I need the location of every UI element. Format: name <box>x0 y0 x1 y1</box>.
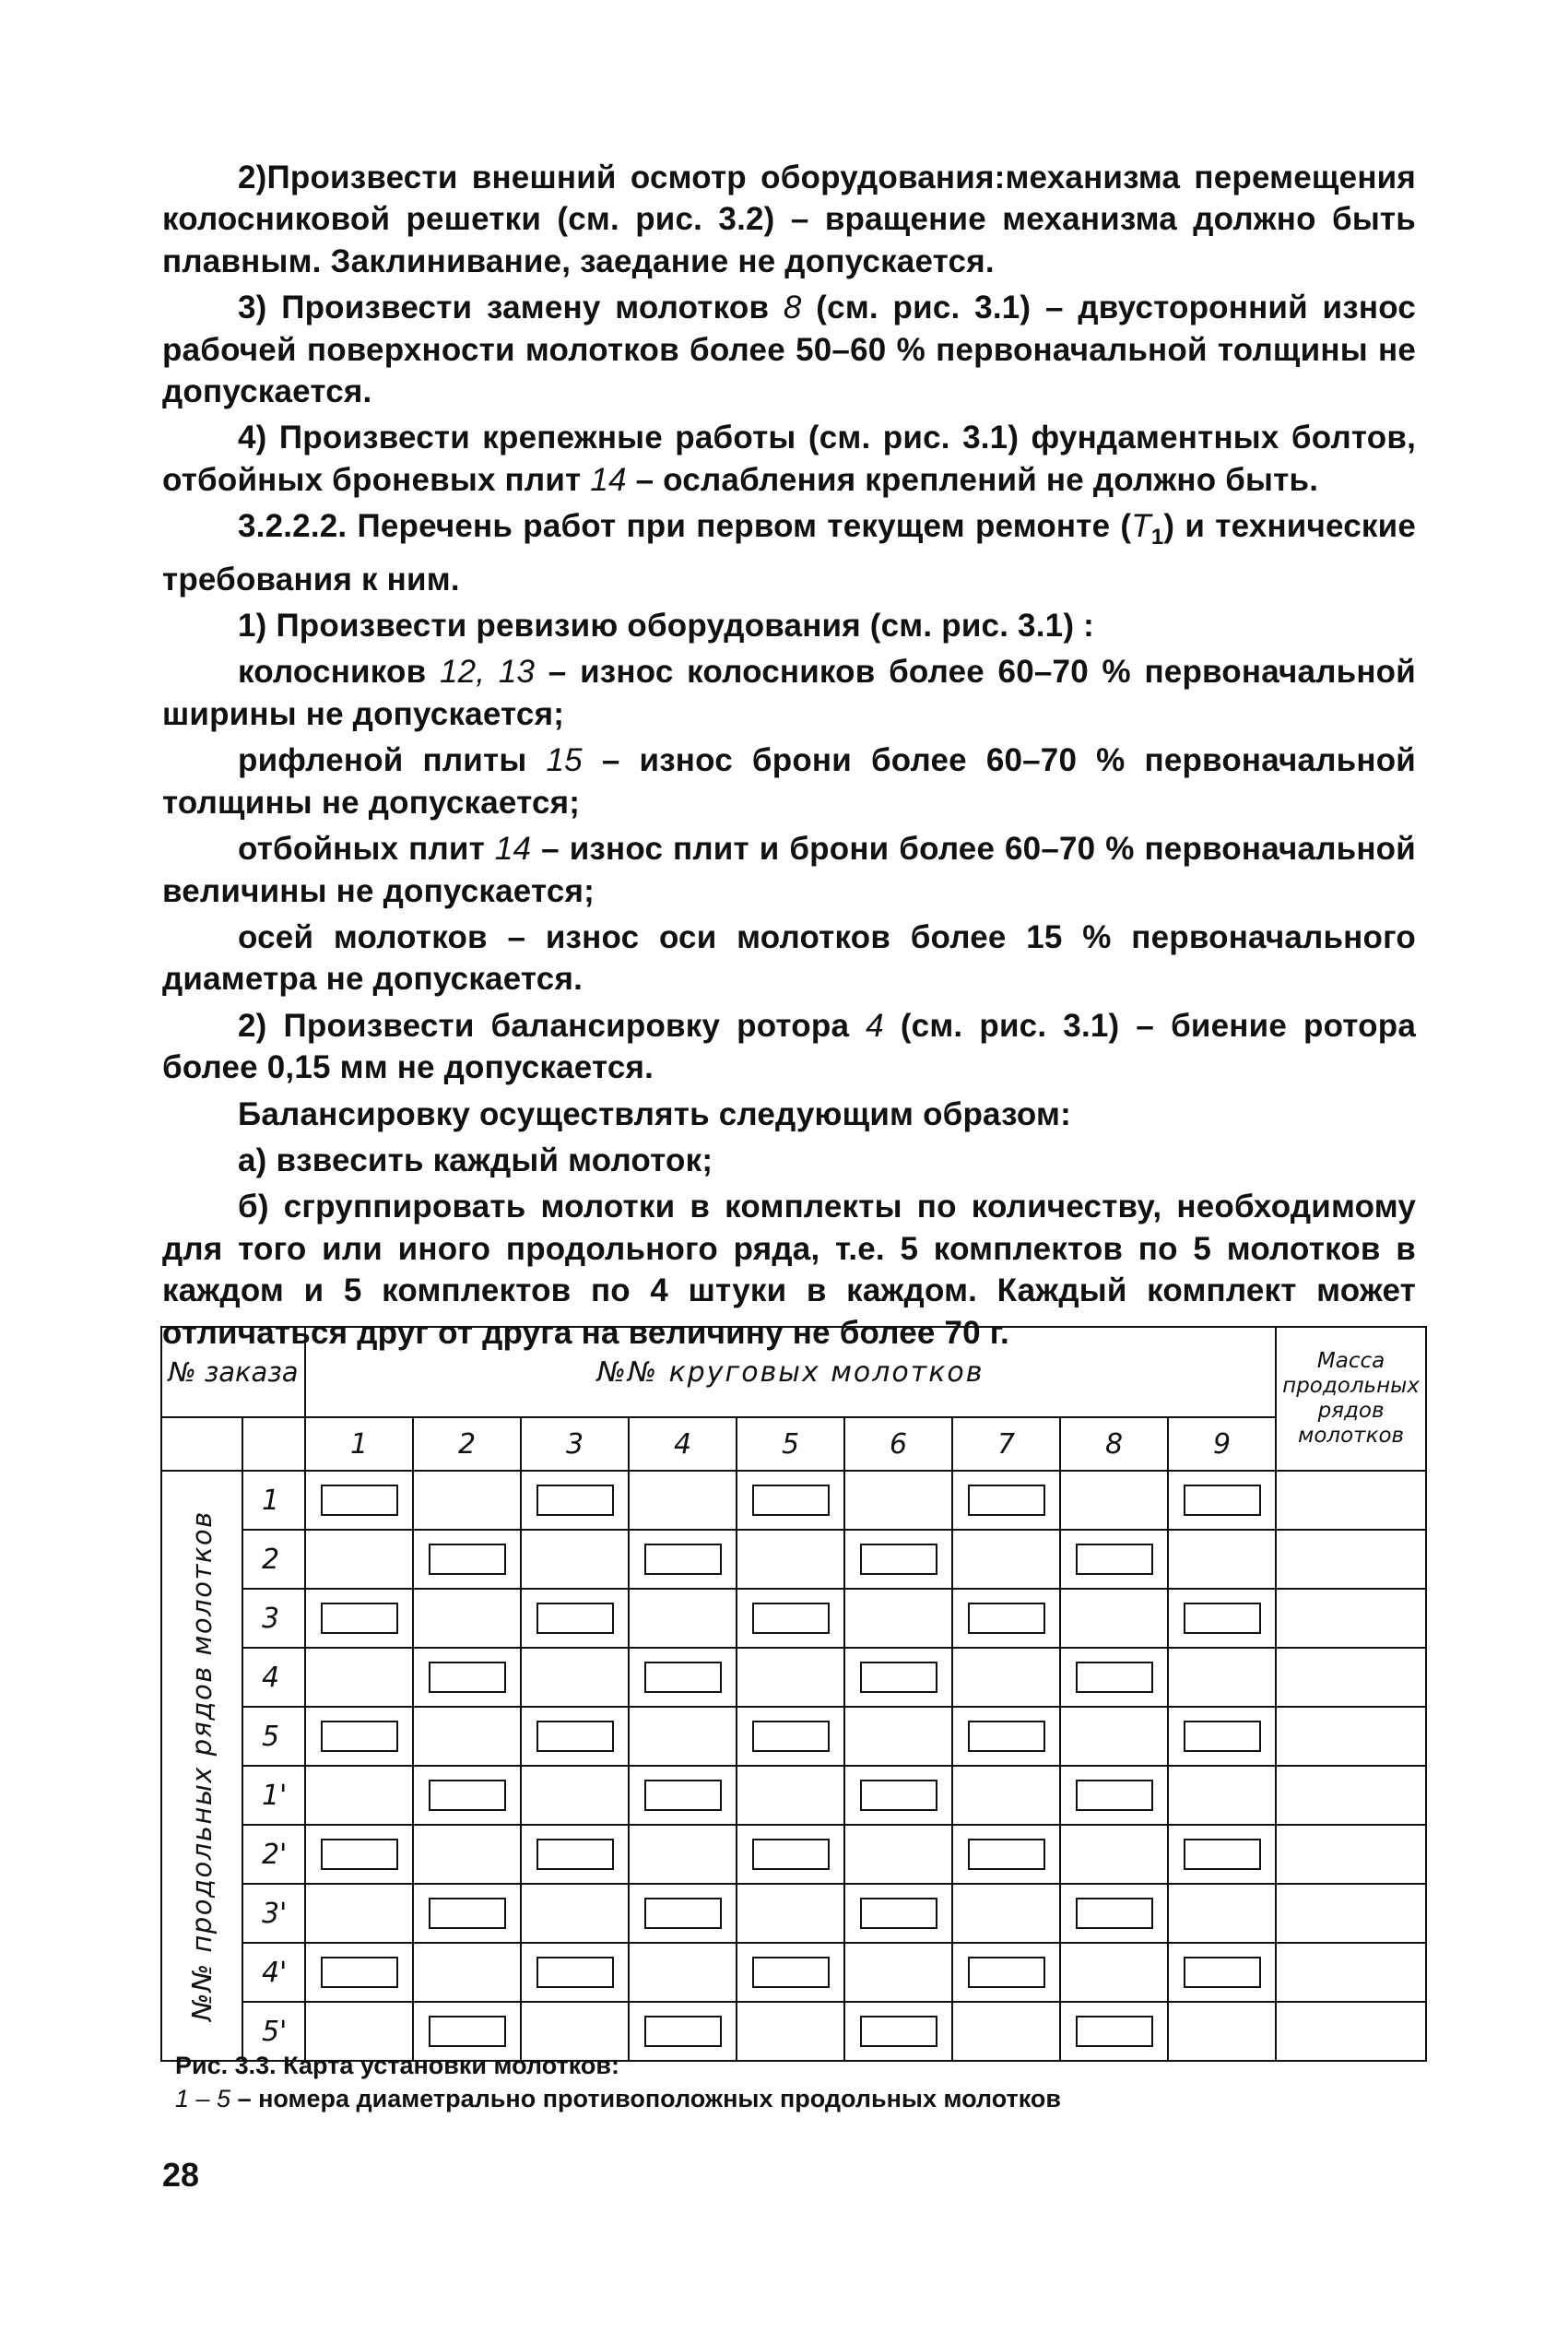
caption-title: Рис. 3.3. Карта установки молотков: <box>175 2052 619 2079</box>
hammer-slot <box>1076 1780 1153 1811</box>
grid-cell <box>1168 1589 1276 1648</box>
column-number: 8 <box>1060 1417 1168 1471</box>
hammer-slot <box>429 1544 506 1575</box>
grid-cell <box>952 1589 1060 1648</box>
grid-cell <box>305 1825 413 1884</box>
paragraph: осей молотков – износ оси молотков более 15 % первоначального диаметра не допускается. <box>162 918 1416 998</box>
hammer-slot <box>752 1485 830 1516</box>
grid-cell <box>1060 1766 1168 1825</box>
paragraph: 3) Произвести замену молотков 8 (см. рис. 3.1) – двусторонний износ рабочей поверхности молотков более 50–60 % первоначальной толщины не допускается. <box>162 290 1416 410</box>
grid-cell <box>1060 1589 1168 1648</box>
row-number: 3' <box>242 1884 305 1943</box>
row-number: 2 <box>242 1530 305 1589</box>
grid-cell <box>1060 1648 1168 1707</box>
grid-cell <box>629 1530 737 1589</box>
grid-cell <box>737 1766 844 1825</box>
grid-cell <box>737 1471 844 1530</box>
hammer-slot <box>968 1485 1045 1516</box>
hammer-slot <box>860 1544 937 1575</box>
row-number: 1' <box>242 1766 305 1825</box>
grid-cell <box>844 1471 952 1530</box>
hammer-slot <box>429 1662 506 1693</box>
grid-cell <box>1168 1648 1276 1707</box>
grid-cell <box>305 1471 413 1530</box>
row-number: 1 <box>242 1471 305 1530</box>
hammer-slot <box>1076 2016 1153 2047</box>
column-number: 4 <box>629 1417 737 1471</box>
hammer-slot <box>536 1721 614 1752</box>
ref-number: 8 <box>783 290 802 326</box>
hammer-slot <box>1184 1485 1261 1516</box>
mass-cell <box>1276 1471 1426 1530</box>
hammer-slot <box>321 1721 398 1752</box>
grid-cell <box>521 1943 629 2002</box>
grid-cell <box>413 1648 521 1707</box>
table-row <box>161 1471 1426 1530</box>
hammer-slot <box>860 2016 937 2047</box>
hammer-slot <box>860 1898 937 1929</box>
hammer-slot <box>1184 1603 1261 1634</box>
paragraph: отбойных плит 14 – износ плит и брони более 60–70 % первоначальной величины не допускается; <box>162 831 1416 909</box>
grid-cell <box>305 1530 413 1589</box>
hammer-slot <box>429 2016 506 2047</box>
grid-cell <box>952 1707 1060 1766</box>
grid-cell <box>1168 1707 1276 1766</box>
grid-cell <box>1168 1884 1276 1943</box>
paragraph: Балансировку осуществлять следующим образом: <box>238 1095 1071 1132</box>
mass-cell <box>1276 1530 1426 1589</box>
hammer-slot <box>752 1839 830 1870</box>
grid-cell <box>952 1766 1060 1825</box>
hammer-slot <box>644 2016 722 2047</box>
hammer-slot <box>536 1603 614 1634</box>
row-axis-label: №№ продольных рядов молотков <box>186 1510 218 2021</box>
grid-cell <box>521 1648 629 1707</box>
ref-number: 4 <box>866 1007 884 1044</box>
row-number: 2' <box>242 1825 305 1884</box>
hammer-slot <box>752 1603 830 1634</box>
grid-cell <box>1060 1825 1168 1884</box>
grid-cell <box>844 1766 952 1825</box>
hammer-slot <box>321 1603 398 1634</box>
grid-cell <box>629 1589 737 1648</box>
grid-cell <box>305 1707 413 1766</box>
grid-cell <box>305 1884 413 1943</box>
table-row <box>161 1707 1426 1766</box>
grid-cell <box>844 1943 952 2002</box>
grid-cell <box>305 1943 413 2002</box>
grid-cell <box>1060 1943 1168 2002</box>
blank-header-cell <box>242 1417 305 1471</box>
grid-cell <box>413 1884 521 1943</box>
ref-number: 12, 13 <box>439 654 536 691</box>
grid-cell <box>952 1471 1060 1530</box>
grid-cell <box>737 1943 844 2002</box>
table-row <box>161 1884 1426 1943</box>
hammer-slot <box>321 1957 398 1988</box>
hammer-slot <box>752 1721 830 1752</box>
grid-cell <box>737 1530 844 1589</box>
grid-cell <box>1168 1766 1276 1825</box>
grid-cell <box>952 1884 1060 1943</box>
grid-cell <box>737 1589 844 1648</box>
table-row <box>161 1766 1426 1825</box>
column-number: 5 <box>737 1417 844 1471</box>
hammer-slot <box>536 1485 614 1516</box>
hammer-slot <box>1184 1839 1261 1870</box>
column-number: 1 <box>305 1417 413 1471</box>
grid-cell <box>1168 1530 1276 1589</box>
table-row <box>161 1943 1426 2002</box>
grid-cell <box>413 1530 521 1589</box>
grid-cell <box>952 1648 1060 1707</box>
grid-cell <box>413 1766 521 1825</box>
caption-range: 1 – 5 <box>175 2085 231 2112</box>
hammer-slot <box>1076 1898 1153 1929</box>
hammer-slot <box>968 1603 1045 1634</box>
grid-cell <box>413 1825 521 1884</box>
grid-cell <box>1060 1884 1168 1943</box>
hammer-slot <box>1076 1544 1153 1575</box>
mass-cell <box>1276 1648 1426 1707</box>
circular-hammers-header: №№ круговых молотков <box>305 1327 1276 1417</box>
hammer-slot <box>644 1662 722 1693</box>
hammer-slot <box>968 1721 1045 1752</box>
grid-cell <box>629 1707 737 1766</box>
grid-cell <box>952 1943 1060 2002</box>
hammer-slot <box>429 1780 506 1811</box>
grid-cell <box>413 1589 521 1648</box>
mass-cell <box>1276 1825 1426 1884</box>
table-row <box>161 1648 1426 1707</box>
grid-cell <box>413 1707 521 1766</box>
mass-cell <box>1276 1589 1426 1648</box>
grid-cell <box>521 1530 629 1589</box>
grid-cell <box>305 1589 413 1648</box>
row-number: 5 <box>242 1707 305 1766</box>
hammer-slot <box>536 1957 614 1988</box>
ref-number: 15 <box>546 742 583 779</box>
paragraph: 4) Произвести крепежные работы (см. рис. 3.1) фундаментных болтов, отбойных броневых плит 14 – ослабления креплений не должно быть. <box>162 420 1416 498</box>
grid-cell <box>521 1471 629 1530</box>
grid-cell <box>952 1530 1060 1589</box>
table-row <box>161 1530 1426 1589</box>
grid-cell <box>737 1648 844 1707</box>
body-text <box>162 157 1416 1358</box>
grid-cell <box>737 1825 844 1884</box>
grid-cell <box>737 1884 844 1943</box>
hammer-slot <box>1076 1662 1153 1693</box>
row-number: 4' <box>242 1943 305 2002</box>
hammer-slot <box>321 1485 398 1516</box>
column-number: 7 <box>952 1417 1060 1471</box>
paragraph: 2) Произвести балансировку ротора 4 (см. рис. 3.1) – биение ротора более 0,15 мм не допускается. <box>162 1007 1417 1086</box>
paragraph: а) взвесить каждый молоток; <box>238 1142 713 1178</box>
grid-cell <box>629 1766 737 1825</box>
hammer-map-table <box>160 1326 1427 2062</box>
hammer-slot <box>644 1780 722 1811</box>
hammer-slot <box>429 1898 506 1929</box>
grid-cell <box>629 1884 737 1943</box>
grid-cell <box>952 1825 1060 1884</box>
grid-cell <box>521 1589 629 1648</box>
paragraph: колосников 12, 13 – износ колосников более 60–70 % первоначальной ширины не допускается; <box>162 654 1416 732</box>
grid-cell <box>521 1884 629 1943</box>
hammer-slot <box>752 1957 830 1988</box>
hammer-slot <box>968 1839 1045 1870</box>
grid-cell <box>844 1530 952 1589</box>
paragraph: 2)Произвести внешний осмотр оборудования:механизма перемещения колосниковой решетки (см. рис. 3.2) – вращение механизма должно быть плавным. Заклинивание, заедание не допускается. <box>162 160 1416 279</box>
mass-cell <box>1276 1884 1426 1943</box>
grid-cell <box>1168 1471 1276 1530</box>
paragraph: 1) Произвести ревизию оборудования (см. рис. 3.1) : <box>238 608 1094 645</box>
grid-cell <box>844 1648 952 1707</box>
grid-cell <box>413 1943 521 2002</box>
grid-cell <box>629 1471 737 1530</box>
order-header: № заказа <box>161 1327 305 1417</box>
ref-number: 14 <box>494 831 532 868</box>
mass-header: Масса продольных рядов молотков <box>1276 1327 1426 1471</box>
hammer-slot <box>860 1780 937 1811</box>
mass-cell <box>1276 1943 1426 2002</box>
grid-cell <box>629 1943 737 2002</box>
grid-cell <box>844 1589 952 1648</box>
grid-cell <box>521 1766 629 1825</box>
grid-cell <box>1060 1530 1168 1589</box>
grid-cell <box>413 1471 521 1530</box>
figure-caption <box>175 2049 1373 2115</box>
blank-header-cell <box>161 1417 242 1471</box>
grid-cell <box>305 1648 413 1707</box>
grid-cell <box>844 1707 952 1766</box>
hammer-slot <box>968 1957 1045 1988</box>
grid-cell <box>1168 1943 1276 2002</box>
row-number: 5' <box>242 2002 305 2061</box>
row-number: 3 <box>242 1589 305 1648</box>
hammer-slot <box>536 1839 614 1870</box>
grid-cell <box>1060 1707 1168 1766</box>
column-number: 3 <box>521 1417 629 1471</box>
column-number: 2 <box>413 1417 521 1471</box>
grid-cell <box>844 1825 952 1884</box>
grid-cell <box>1060 1471 1168 1530</box>
page-number: 28 <box>162 2156 200 2194</box>
row-axis-cell <box>161 1471 242 2061</box>
hammer-slot <box>644 1898 722 1929</box>
hammer-map-figure <box>160 1326 1425 2061</box>
table-row <box>161 1825 1426 1884</box>
grid-cell <box>521 1825 629 1884</box>
paragraph: б) сгруппировать молотки в комплекты по количеству, необходимому для того или иного продольного ряда, т.е. 5 комплектов по 5 молотков в каждом и 5 комплектов по 4 штуки в каждом. Каждый комплект может отличаться друг от друга на величину не более 70 г. <box>162 1189 1416 1351</box>
caption-legend: 1 – 5 – номера диаметрально противоположных продольных молотков <box>175 2085 1062 2112</box>
hammer-slot <box>1184 1721 1261 1752</box>
column-number: 6 <box>844 1417 952 1471</box>
grid-cell <box>629 1648 737 1707</box>
hammer-slot <box>321 1839 398 1870</box>
grid-cell <box>305 1766 413 1825</box>
mass-cell <box>1276 1766 1426 1825</box>
symbol-subscript: 1 <box>1150 525 1164 550</box>
column-number: 9 <box>1168 1417 1276 1471</box>
paragraph: 3.2.2.2. Перечень работ при первом текущем ремонте $(T_1)$ и технические требования к ним. <box>162 508 1416 598</box>
paragraph: рифленой плиты 15 – износ брони более 60–70 % первоначальной толщины не допускается; <box>162 742 1417 821</box>
grid-cell <box>737 1707 844 1766</box>
hammer-slot <box>1184 1957 1261 1988</box>
grid-cell <box>844 1884 952 1943</box>
symbol-t: T <box>1131 508 1151 545</box>
grid-cell <box>1168 1825 1276 1884</box>
hammer-slot <box>644 1544 722 1575</box>
table-row <box>161 1589 1426 1648</box>
row-number: 4 <box>242 1648 305 1707</box>
grid-cell <box>521 1707 629 1766</box>
ref-number: 14 <box>590 461 627 498</box>
grid-cell <box>629 1825 737 1884</box>
mass-cell <box>1276 1707 1426 1766</box>
hammer-slot <box>860 1662 937 1693</box>
